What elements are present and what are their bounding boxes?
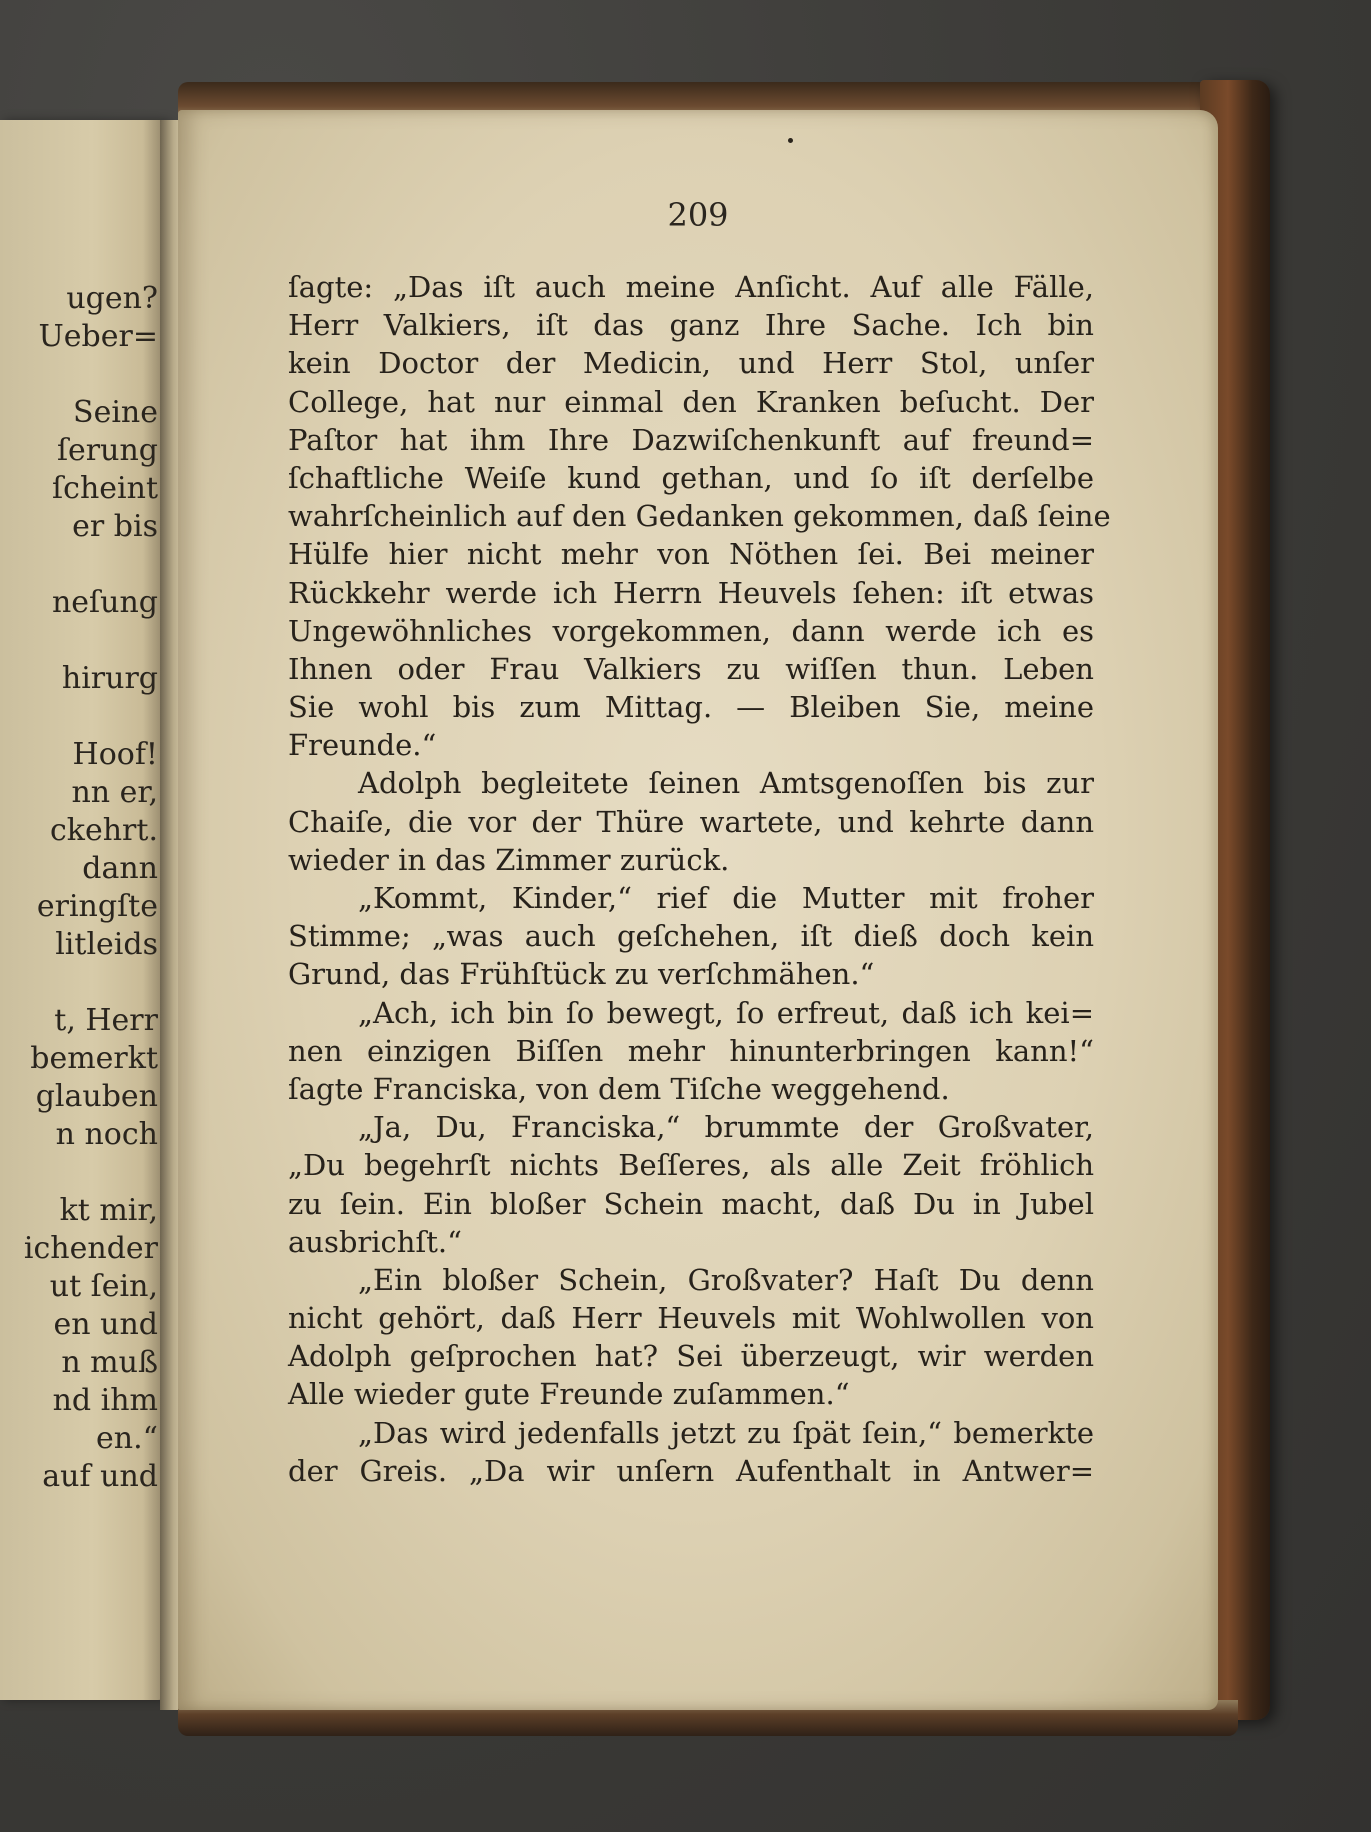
text-line: Grund, das Frühſtück zu verſchmähen.“ [288, 957, 875, 992]
left-page-line: nn er, [71, 775, 158, 810]
left-page-line: Ueber= [38, 319, 158, 354]
left-page-line: hirurg [61, 661, 158, 696]
text-line: wieder in das Zimmer zurück. [288, 842, 730, 877]
text-line: Adolph begleitete ſeinen Amtsgenoſſen bis zur [358, 766, 1094, 801]
left-page-line: ut ſein, [49, 1269, 158, 1304]
left-page-line: ſerung [56, 433, 158, 468]
text-line: „Ein bloßer Schein, Großvater? Haſt Du denn [358, 1262, 1094, 1297]
text-line: der Greis. „Da wir unſern Aufenthalt in Antwer= [288, 1453, 1094, 1488]
text-line: ſagte: „Das iſt auch meine Anſicht. Auf alle Fälle, [288, 270, 1094, 304]
left-page-line: ſcheint [52, 471, 158, 506]
left-page-line: auf und [42, 1459, 158, 1494]
text-line: Stimme; „was auch geſchehen, iſt dieß doch kein [288, 919, 1094, 954]
text-line: Alle wieder gute Freunde zuſammen.“ [288, 1377, 850, 1412]
left-page-line: ichender [23, 1231, 158, 1266]
left-page-line: litleids [55, 927, 158, 962]
text-line: Chaiſe, die vor der Thüre wartete, und kehrte dann [288, 804, 1094, 839]
text-line: „Das wird jedenfalls jetzt zu ſpät ſein,“ bemerkte [358, 1415, 1094, 1450]
left-page-line [8, 1154, 158, 1192]
text-line: Sie wohl bis zum Mittag. — Bleiben Sie, meine [288, 690, 1094, 725]
text-line: „Kommt, Kinder,“ rief die Mutter mit froher [358, 881, 1094, 915]
text-line: Ihnen oder Frau Valkiers zu wiſſen thun. Leben [288, 651, 1094, 686]
left-page-line: n noch [55, 1117, 158, 1152]
left-page-line: ugen? [66, 281, 158, 316]
text-line: „Ja, Du, Franciska,“ brummte der Großvater, [358, 1110, 1094, 1145]
left-page-line [8, 698, 158, 736]
text-line: Adolph geſprochen hat? Sei überzeugt, wir werden [288, 1339, 1094, 1374]
left-page-line: n muß [61, 1345, 158, 1380]
text-line: ſagte Franciska, von dem Tiſche weggehend. [288, 1071, 950, 1106]
left-page-line [8, 622, 158, 660]
text-line: Hülfe hier nicht mehr von Nöthen ſei. Bei meiner [288, 537, 1094, 572]
left-page-line: dann [82, 851, 158, 886]
left-page-line: nd ihm [52, 1383, 158, 1418]
text-line: Freunde.“ [288, 728, 437, 763]
text-line: ausbrichſt.“ [288, 1224, 462, 1259]
text-line: „Du begehrſt nichts Beſſeres, als alle Zeit fröhlich [288, 1148, 1094, 1183]
left-page-line: Hoof! [72, 737, 158, 772]
text-line: Ungewöhnliches vorgekommen, dann werde ich es [288, 613, 1094, 648]
left-page-line: t, Herr [54, 1003, 158, 1038]
text-line: nicht gehört, daß Herr Heuvels mit Wohlwollen von [288, 1301, 1094, 1336]
left-page-line: en.“ [96, 1421, 158, 1456]
text-line: zu ſein. Ein bloßer Schein macht, daß Du in Jubel [288, 1186, 1094, 1221]
text-line: ſchaftliche Weiſe kund gethan, und ſo iſt derſelbe [288, 460, 1094, 495]
right-page [178, 110, 1218, 1710]
body-text [288, 268, 1111, 1490]
left-page-line [8, 356, 158, 394]
page-number: 209 [667, 196, 729, 234]
left-page-line: ckehrt. [50, 813, 158, 848]
left-page-line: neſung [51, 585, 158, 620]
left-page-line: Seine [73, 395, 158, 430]
text-line: nen einzigen Biſſen mehr hinunterbringen kann!“ [288, 1033, 1094, 1068]
left-page-line: en und [53, 1307, 158, 1342]
left-page-line [8, 546, 158, 584]
left-page-text [8, 280, 158, 1496]
left-page-line: er bis [72, 509, 158, 544]
text-line: Herr Valkiers, iſt das ganz Ihre Sache. Ich bin [288, 308, 1094, 343]
text-line: kein Doctor der Medicin, und Herr Stol, unſer [288, 346, 1094, 381]
left-page-line: bemerkt [30, 1041, 158, 1076]
text-line: wahrſcheinlich auf den Gedanken gekommen, daß ſeine [288, 499, 1111, 534]
text-line: Rückkehr werde ich Herrn Heuvels ſehen: iſt etwas [288, 575, 1094, 610]
left-page-line: glauben [35, 1079, 158, 1114]
text-line: „Ach, ich bin ſo bewegt, ſo erfreut, daß ich kei= [358, 995, 1094, 1030]
ink-speck [788, 138, 793, 143]
left-page-line: eringſte [36, 889, 158, 924]
left-page-line [8, 964, 158, 1002]
left-page-line: kt mir, [59, 1193, 158, 1228]
text-line: College, hat nur einmal den Kranken beſucht. Der [288, 384, 1094, 419]
text-line: Paſtor hat ihm Ihre Dazwiſchenkunft auf freund= [288, 422, 1094, 457]
left-page [0, 120, 168, 1700]
